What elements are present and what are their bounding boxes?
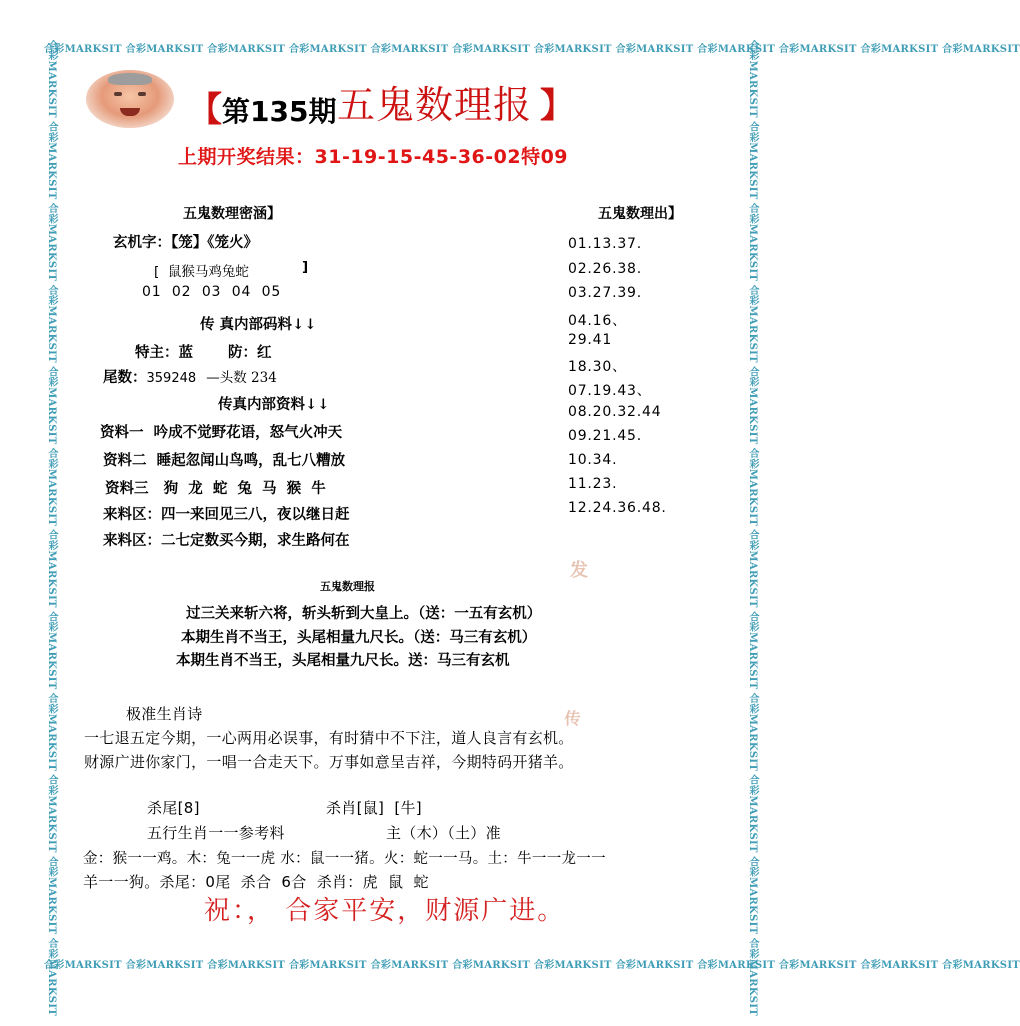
title-bracket-close: 】 [540,86,574,126]
fax-info-title: 传真内部资料↓↓ [218,396,330,413]
numbers-out-row: 08.20.32.44 [568,404,662,420]
info-item-2: 资料二 睡起忽闻山鸟鸣，乱七八糟放 [103,452,346,469]
tail-head-line: 尾数：359248 —头数 234 [103,369,277,386]
top-watermark-border: 合彩MARKSIT 合彩MARKSIT 合彩MARKSIT 合彩MARKSIT 合彩MARKSIT 合彩MARKSIT 合彩MARKSIT 合彩MARKSIT 合彩MARKSIT 合彩MARKSIT 合彩MARKSIT 合彩MARKSIT [44,44,1020,55]
numbers-out-row: 01.13.37. [568,236,642,252]
zodiac-list: [ 鼠猴马鸡兔蛇 [154,264,249,280]
elements-line: 羊一一狗。杀尾：0尾 杀合 6合 杀肖：虎 鼠 蛇 [83,873,429,891]
stamp-mark: 发 [567,560,588,578]
numbers-out-row: 09.21.45. [568,428,642,444]
kill-zodiac: 杀肖[鼠] [牛] [326,799,422,817]
last-result: 上期开奖结果：31-19-15-45-36-02特09 [178,146,569,168]
avatar [86,70,174,128]
numbers-out-row: 03.27.39. [568,285,642,301]
poem-title: 极准生肖诗 [126,705,203,723]
five-elements-title: 五行生肖一一参考料 [147,824,285,842]
left-watermark-border: 合彩MARKSIT 合彩MARKSIT 合彩MARKSIT 合彩MARKSIT 合彩MARKSIT 合彩MARKSIT 合彩MARKSIT 合彩MARKSIT 合彩MARKSIT 合彩MARKSIT 合彩MARKSIT 合彩MARKSIT [46,40,57,1017]
numbers-out-row: 07.19.43、 [568,383,652,399]
numbers-out-row: 04.16、 [568,313,627,329]
info-item-5: 来料区：二七定数买今期，求生路何在 [103,532,350,549]
issue-label: 【第135期 [188,90,337,130]
elements-line: 金：猴一一鸡。木：兔一一虎 水：鼠一一猪。火：蛇一一马。土：牛一一龙一一 [83,851,606,867]
xuanji-line: 玄机字：【笼】《笼火》 [113,234,258,251]
main-color: 特主：蓝 [135,344,193,361]
fax-code-title: 传 真内部码料↓↓ [200,316,317,333]
bottom-watermark-border: 合彩MARKSIT 合彩MARKSIT 合彩MARKSIT 合彩MARKSIT 合彩MARKSIT 合彩MARKSIT 合彩MARKSIT 合彩MARKSIT 合彩MARKSIT 合彩MARKSIT 合彩MARKSIT 合彩MARKSIT [44,960,1020,971]
numbers-out-title: 五鬼数理出】 [598,206,682,222]
blessing: 祝：， 合家平安，财源广进。 [204,896,566,926]
numbers-out-row: 11.23. [568,476,618,492]
paper-title: 五鬼数理报 [337,83,533,127]
numbers-out-row: 12.24.36.48. [568,500,667,516]
numbers-out-row: 18.30、 [568,359,627,375]
riddle-title: 五鬼数理报 [320,580,375,593]
guard-color: 防：红 [228,344,272,361]
numbers-out-row: 10.34. [568,452,618,468]
right-watermark-border: 合彩MARKSIT 合彩MARKSIT 合彩MARKSIT 合彩MARKSIT 合彩MARKSIT 合彩MARKSIT 合彩MARKSIT 合彩MARKSIT 合彩MARKSIT 合彩MARKSIT 合彩MARKSIT 合彩MARKSIT [747,40,758,1017]
zodiac-bracket-close: ] [302,259,309,275]
info-item-4: 来料区：四一来回见三八，夜以继日赶 [103,506,350,523]
poem-line: 财源广进你家门，一唱一合走天下。万事如意呈吉祥，今期特码开猪羊。 [84,753,574,771]
zodiac-numbers: 01 02 03 04 05 [142,284,282,300]
meaning-title: 五鬼数理密涵】 [183,206,281,222]
numbers-out-row: 29.41 [568,332,613,348]
stamp-mark: 传 [562,710,581,726]
kill-tail: 杀尾[8] [147,799,200,817]
main-element: 主（木）（土）准 [386,824,501,842]
last-result-numbers: 31-19-15-45-36-02特09 [314,146,569,168]
numbers-out-row: 02.26.38. [568,261,642,277]
info-item-3: 资料三 狗 龙 蛇 兔 马 猴 牛 [105,480,326,497]
riddle-line: 过三关来斩六将，斩头斩到大皇上。（送：一五有玄机） [186,605,542,622]
riddle-line: 本期生肖不当王，头尾相量九尺长。（送：马三有玄机） [181,629,537,646]
poem-line: 一七退五定今期，一心两用必误事，有时猜中不下注，道人良言有玄机。 [84,729,574,747]
riddle-line: 本期生肖不当王，头尾相量九尺长。送：马三有玄机 [176,652,510,669]
info-item-1: 资料一 吟成不觉野花语，怒气火冲天 [100,424,343,441]
